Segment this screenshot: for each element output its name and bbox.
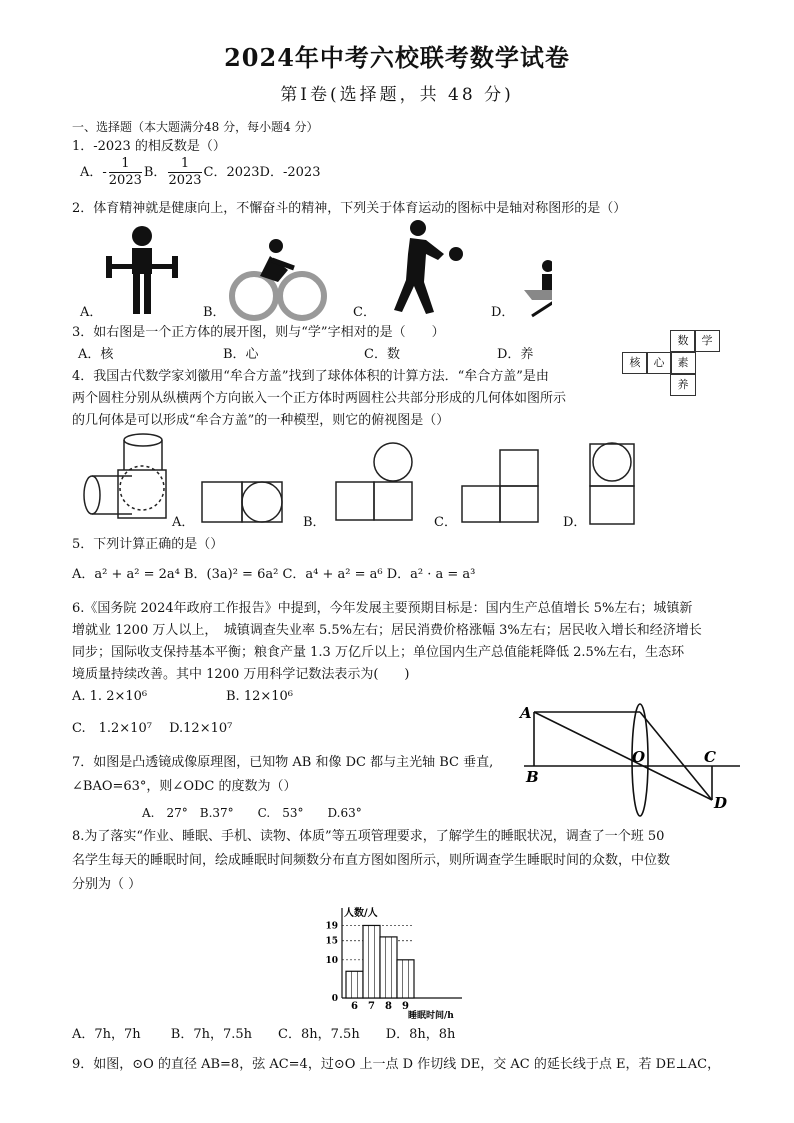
q2-label-c: C． [353, 305, 376, 320]
cyclist-icon [232, 239, 324, 318]
q7-line2: ∠BAO=63°，则∠ODC 的度数为（） [72, 779, 297, 794]
top-view-b [336, 443, 412, 520]
q1-b-prefix: B． [143, 165, 167, 180]
frac-num: 1 [109, 156, 142, 173]
net-cell: 学 [694, 330, 720, 352]
q2-sport-icons [72, 220, 552, 322]
q6-opt-a: A. 1. 2×10⁶ [72, 689, 148, 704]
section-heading: 一、选择题（本大题满分48 分，每小题4 分） [72, 120, 319, 134]
volleyball-player-icon [394, 220, 463, 314]
q3-opt-d: D．养 [497, 347, 534, 362]
frac-den: 2023 [108, 173, 142, 188]
x-tick-label: 9 [402, 1001, 409, 1012]
q3-opt-c: C．数 [364, 347, 400, 362]
point-label-b: B [526, 768, 539, 786]
weightlifter-icon [106, 226, 178, 314]
q6-opt-cd: C. 1.2×10⁷ D.12×10⁷ [72, 721, 233, 736]
exam-title: 2024年中考六校联考数学试卷 [224, 43, 570, 72]
q6-line1: 6.《国务院 2024年政府工作报告》中提到，今年发展主要预期目标是：国内生产总值增长 5%左右；城镇新 [72, 601, 693, 616]
q8-line2: 名学生每天的睡眠时间，绘成睡眠时间频数分布直方图如图所示，则所调查学生睡眠时间的众数，中位数 [72, 853, 671, 868]
net-cell: 核 [622, 352, 648, 374]
q4-line3: 的几何体是可以形成“牟合方盖”的一种模型，则它的俯视图是（） [72, 413, 450, 428]
q8-line3: 分别为（ ） [72, 877, 142, 892]
q2-stem: 2．体育精神就是健康向上，不懈奋斗的精神，下列关于体育运动的图标中是轴对称图形的是（） [72, 201, 627, 216]
q8-line1: 8.为了落实“作业、睡眠、手机、读物、体质”等五项管理要求，了解学生的睡眠状况，调查了一个班 50 [72, 829, 665, 844]
point-label-d: D [714, 794, 728, 812]
net-cell: 养 [670, 374, 696, 396]
cube-with-cylinders-figure [84, 434, 166, 518]
y-tick-label: 10 [325, 955, 338, 966]
top-view-c [462, 450, 538, 522]
histogram-bar [380, 937, 397, 998]
y-tick-label: 15 [325, 936, 338, 947]
top-view-d [590, 443, 634, 524]
q8-options: A．7h，7h B．7h，7.5h C．8h，7.5h D．8h，8h [72, 1027, 456, 1042]
q4-label-c: C． [434, 515, 457, 530]
q2-label-b: B． [203, 305, 226, 320]
frac-num: 1 [168, 156, 201, 173]
net-cell: 数 [670, 330, 696, 352]
net-cell: 素 [670, 352, 696, 374]
q4-label-a: A． [172, 515, 195, 530]
exam-subtitle: 第Ⅰ卷(选择题，共 48 分) [280, 85, 514, 105]
x-axis-label: 睡眠时间/h [408, 1011, 454, 1020]
histogram-bar [363, 925, 380, 998]
point-label-o: O [632, 748, 646, 766]
convex-lens-diagram [512, 700, 744, 822]
q1-cd: C．2023D．-2023 [203, 165, 321, 180]
y-tick-label: 19 [325, 921, 338, 932]
q4-label-d: D． [563, 515, 587, 530]
x-tick-label: 6 [351, 1001, 358, 1012]
histogram-bar [346, 971, 363, 998]
cube-net [622, 330, 722, 398]
q6-line4: 境质量持续改善。其中 1200 万用科学记数法表示为( ) [72, 667, 410, 682]
y-tick-label: 0 [331, 994, 338, 1004]
q6-line2: 增就业 1200 万人以上， 城镇调查失业率 5.5%左右；居民消费价格涨幅 3%左右；居民收入增长和经济增长 [72, 623, 702, 638]
q1-frac-a [109, 156, 142, 189]
q5-options: A．a² + a² = 2a⁴ B．(3a)² = 6a² C．a⁴ + a² = a⁶ D．a² · a = a³ [72, 567, 476, 582]
frac-den: 2023 [168, 173, 202, 188]
top-view-a [202, 482, 282, 522]
q6-opt-b: B. 12×10⁶ [226, 689, 294, 704]
x-tick-label: 7 [368, 1001, 375, 1012]
q7-line1: 7．如图是凸透镜成像原理图，已知物 AB 和像 DC 都与主光轴 BC 垂直, [72, 755, 494, 770]
sleep-histogram [322, 902, 472, 1020]
x-tick-label: 8 [385, 1001, 392, 1012]
q5-stem: 5．下列计算正确的是（） [72, 537, 224, 552]
q4-line2: 两个圆柱分别从纵横两个方向嵌入一个正方体时两圆柱公共部分形成的几何体如图所示 [72, 391, 567, 406]
y-axis-label: 人数/人 [344, 908, 378, 919]
q1-a-prefix: A．- [80, 165, 107, 180]
q3-stem: 3．如右图是一个正方体的展开图，则与“学”字相对的是（ ） [72, 325, 445, 340]
q1-options [80, 156, 320, 189]
q2-label-a: A． [80, 305, 103, 320]
q2-label-d: D． [491, 305, 515, 320]
q4-label-b: B． [303, 515, 326, 530]
point-label-a: A [520, 704, 532, 722]
net-cell: 心 [646, 352, 672, 374]
histogram-bar [397, 960, 414, 998]
rowing-icon [524, 260, 552, 316]
q9-line1: 9．如图，⊙O 的直径 AB=8，弦 AC=4，过⊙O 上一点 D 作切线 DE，交 AC 的延长线于点 E，若 DE⊥AC， [72, 1057, 721, 1072]
q1-frac-b [168, 156, 201, 189]
q7-options: A. 27° B.37° C. 53° D.63° [142, 806, 362, 820]
q4-line1: 4．我国古代数学家刘徽用“牟合方盖”找到了球体体积的计算方法．“牟合方盖”是由 [72, 369, 549, 384]
q3-opt-b: B．心 [223, 347, 259, 362]
q3-opt-a: A．核 [78, 347, 114, 362]
q1-stem: 1．-2023 的相反数是（） [72, 139, 226, 154]
point-label-c: C [704, 748, 716, 766]
q6-line3: 同步；国际收支保持基本平衡；粮食产量 1.3 万亿斤以上；单位国内生产总值能耗降低 2.5%左右，生态环 [72, 645, 685, 660]
